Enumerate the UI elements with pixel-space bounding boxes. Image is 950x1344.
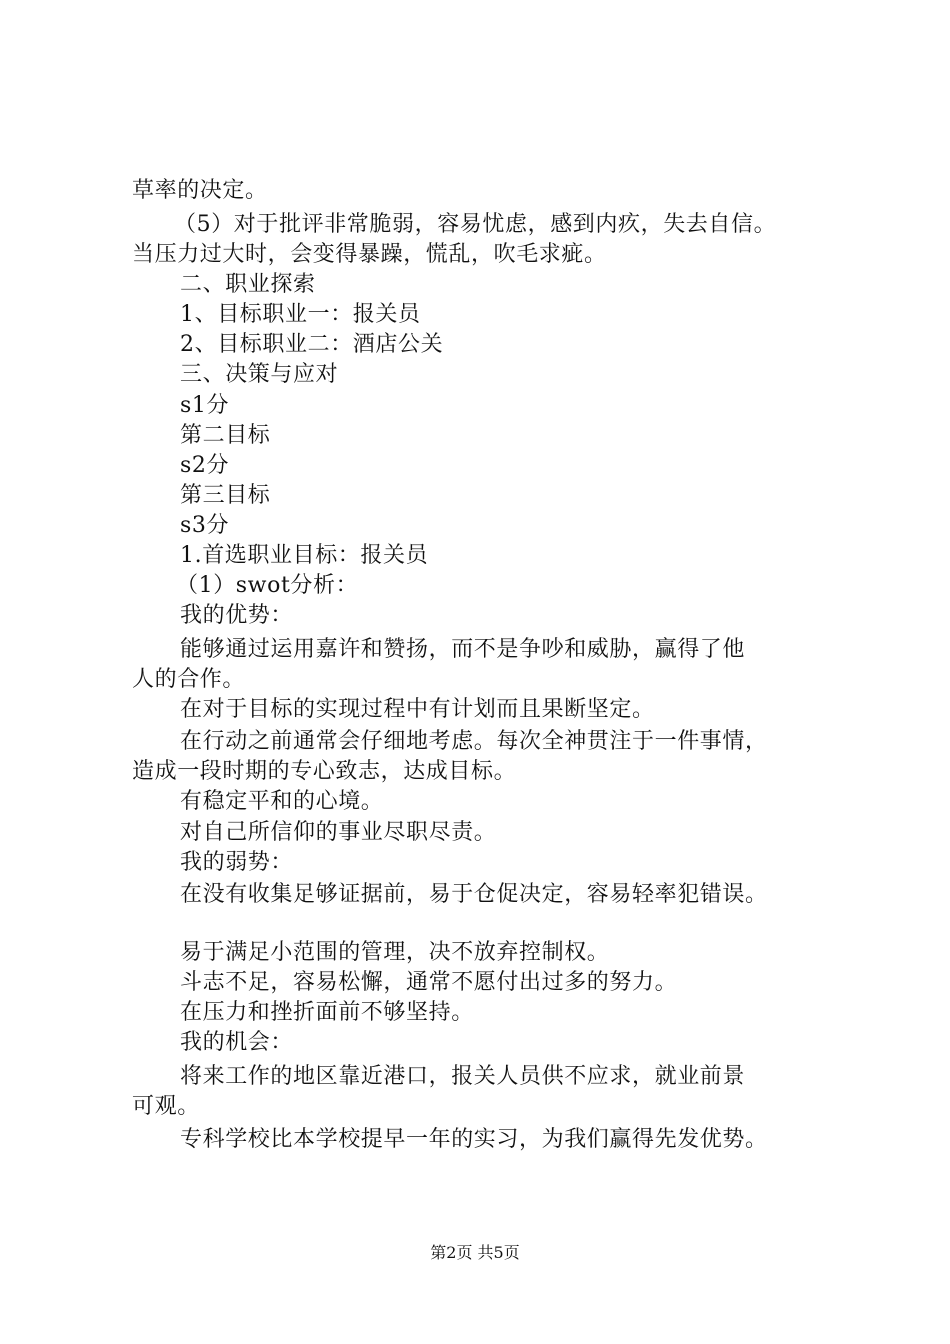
text-line: 在压力和挫折面前不够坚持。 bbox=[180, 1000, 474, 1025]
text-line: 在行动之前通常会仔细地考虑。每次全神贯注于一件事情， bbox=[180, 729, 768, 754]
text-line: s1分 bbox=[180, 393, 230, 418]
text-line: 在没有收集足够证据前，易于仓促决定，容易轻率犯错误。 bbox=[180, 882, 768, 907]
text-line: 易于满足小范围的管理，决不放弃控制权。 bbox=[180, 940, 610, 965]
text-line: 可观。 bbox=[132, 1094, 200, 1119]
page-number-footer: 第2页 共5页 bbox=[430, 1243, 520, 1262]
text-line: 1.首选职业目标：报关员 bbox=[180, 543, 429, 568]
section-heading: 二、职业探索 bbox=[180, 272, 316, 297]
text-line: 当压力过大时，会变得暴躁，慌乱，吹毛求疵。 bbox=[132, 242, 607, 267]
text-line: 将来工作的地区靠近港口，报关人员供不应求，就业前景 bbox=[180, 1064, 746, 1089]
text-line: 有稳定平和的心境。 bbox=[180, 789, 384, 814]
text-line: 我的弱势： bbox=[180, 850, 294, 875]
text-line: （5）对于批评非常脆弱，容易忧虑，感到内疚，失去自信。 bbox=[174, 212, 777, 237]
text-line: 第三目标 bbox=[180, 483, 271, 508]
text-line: 2、目标职业二：酒店公关 bbox=[180, 332, 444, 357]
text-line: 我的优势： bbox=[180, 603, 294, 628]
text-line: s2分 bbox=[180, 453, 230, 478]
text-line: 第二目标 bbox=[180, 423, 271, 448]
text-line: 在对于目标的实现过程中有计划而且果断坚定。 bbox=[180, 697, 655, 722]
text-line: 专科学校比本学校提早一年的实习，为我们赢得先发优势。 bbox=[180, 1127, 768, 1152]
text-line: s3分 bbox=[180, 513, 230, 538]
text-line: 对自己所信仰的事业尽职尽责。 bbox=[180, 820, 497, 845]
text-line: 人的合作。 bbox=[132, 667, 246, 692]
text-line: 斗志不足，容易松懈，通常不愿付出过多的努力。 bbox=[180, 970, 678, 995]
text-line: 1、目标职业一：报关员 bbox=[180, 302, 421, 327]
section-heading: 三、决策与应对 bbox=[180, 362, 339, 387]
text-line: 造成一段时期的专心致志，达成目标。 bbox=[132, 759, 517, 784]
text-line: 我的机会： bbox=[180, 1030, 294, 1055]
text-line: 草率的决定。 bbox=[132, 178, 268, 203]
text-line: 能够通过运用嘉许和赞扬，而不是争吵和威胁，赢得了他 bbox=[180, 637, 746, 662]
text-line: （1）swot分析： bbox=[176, 573, 359, 598]
